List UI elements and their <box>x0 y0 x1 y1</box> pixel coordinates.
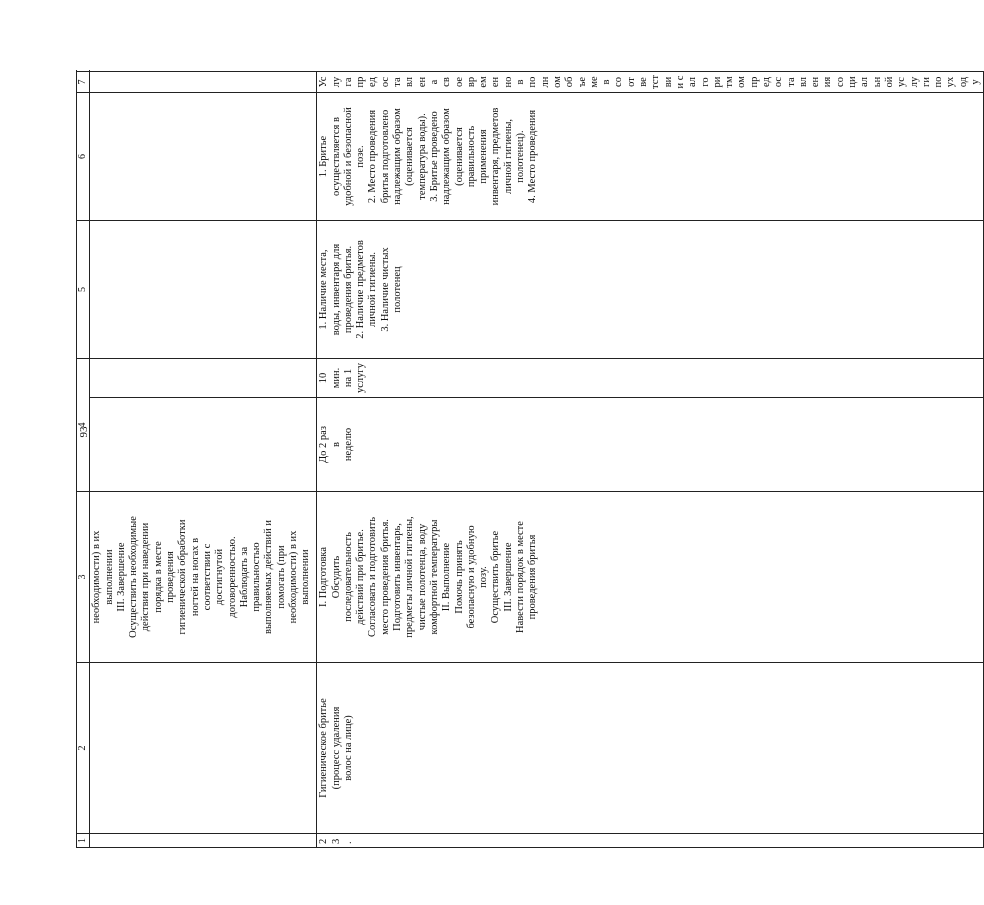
table-row-continued <box>90 72 317 848</box>
procedure-line: чистые полотенца, воду <box>416 523 428 631</box>
duration-line: услугу <box>355 363 367 393</box>
quality-line: осуществляется в <box>330 117 342 196</box>
continued-procedure-line: действия при наведении <box>140 522 152 632</box>
continued-procedure-line: помогать (при <box>275 545 287 609</box>
continued-procedure-text <box>91 495 312 659</box>
service-name-line: Гигиеническое бритье <box>318 698 330 798</box>
continued-duration-cell <box>90 359 317 398</box>
service-name-cell <box>317 663 984 834</box>
continued-procedure-line: ногтей на ногах в <box>189 537 201 617</box>
continued-procedure-line: проведения <box>165 551 177 603</box>
header-cell-1: 1 <box>77 834 90 848</box>
continued-service-cell <box>90 663 317 834</box>
duration-line: на 1 <box>342 368 354 388</box>
header-cell-7: 7 <box>77 72 90 93</box>
result-line: предоставлена <box>355 76 440 88</box>
quality-line: инвентаря, предметов <box>490 107 502 206</box>
continued-procedure-line: необходимости) в их <box>91 530 103 624</box>
procedure-line: безопасную и удобную <box>465 525 477 629</box>
continued-procedure-line: достигнутой <box>214 548 226 606</box>
duration-line: 10 мин. <box>318 367 342 389</box>
service-name-text <box>318 666 355 830</box>
procedure-line: предметы личной гигиены, <box>404 516 416 638</box>
frequency-text <box>318 401 355 488</box>
quality-line: бритья подготовлено <box>379 109 391 204</box>
service-name-line: (процесс удаления <box>330 706 342 790</box>
continued-procedure-line: Осуществить необходимые <box>128 516 140 638</box>
duration-text <box>318 362 367 394</box>
continued-result-cell <box>90 72 317 93</box>
conditions-line: воды, инвентаря для <box>330 243 342 336</box>
quality-cell <box>317 93 984 221</box>
result-cell <box>317 72 984 93</box>
procedure-line: Подготовить инвентарь, <box>392 523 404 631</box>
procedure-cell <box>317 492 984 663</box>
continued-procedure-line: порядка в месте <box>152 541 164 613</box>
service-name-line: волос на лице) <box>342 715 354 781</box>
procedure-line: Помочь принять <box>453 540 465 614</box>
quality-line: правильность <box>465 125 477 188</box>
procedure-line: действий при бритье. <box>355 529 367 625</box>
quality-line: личной гигиены, <box>502 118 514 195</box>
conditions-line: 2. Наличие предметов <box>355 240 367 339</box>
continued-number-cell <box>90 834 317 848</box>
continued-procedure-line: соответствии с <box>201 543 213 611</box>
services-table <box>76 71 984 848</box>
quality-line: применения <box>478 129 490 184</box>
conditions-text <box>318 224 404 355</box>
table-header-row <box>77 72 90 848</box>
frequency-line: неделю <box>342 427 354 462</box>
continued-procedure-line: выполняемых действий и <box>263 520 275 634</box>
conditions-line: 3. Наличие чистых <box>379 247 391 332</box>
continued-procedure-line: выполнении <box>103 549 115 605</box>
frequency-line: в <box>330 442 342 447</box>
result-line: Услуга <box>318 76 354 88</box>
procedure-line: последовательность <box>342 532 354 622</box>
table-row-23 <box>317 72 984 848</box>
procedure-line: Навести порядок в месте <box>515 521 527 633</box>
procedure-line: позу. <box>478 566 490 588</box>
continued-procedure-line: гигиенической обработки <box>177 519 189 635</box>
procedure-line: комфортной температуры <box>428 519 440 635</box>
frequency-cell <box>317 398 984 492</box>
header-cell-3: 3 <box>77 492 90 663</box>
quality-line: (оценивается <box>453 127 465 186</box>
continued-procedure-line: необходимости) в их <box>288 530 300 624</box>
quality-line: позе. <box>355 145 367 168</box>
continued-procedure-cell <box>90 492 317 663</box>
conditions-line: полотенец <box>392 266 404 313</box>
quality-text <box>318 96 539 217</box>
continued-frequency-cell <box>90 398 317 492</box>
result-line: соответствии с <box>613 75 686 89</box>
procedure-line: III. Завершение <box>502 542 514 612</box>
quality-line: 1. Бритье <box>318 135 330 178</box>
result-line: социальной <box>834 76 895 88</box>
quality-line: температура воды). <box>416 113 428 200</box>
continued-quality-cell <box>90 93 317 221</box>
result-line: своевременно в <box>441 76 527 88</box>
result-line: полном объеме в <box>527 76 613 88</box>
procedure-line: место проведения бритья. <box>379 519 391 635</box>
conditions-line: проведения бритья. <box>342 245 354 334</box>
continued-procedure-line: правильностью <box>251 542 263 612</box>
conditions-line: 1. Наличие места, <box>318 249 330 330</box>
quality-line: удобной и безопасной <box>342 107 354 206</box>
procedure-text <box>318 495 539 659</box>
rotated-table-wrapper <box>76 72 984 848</box>
header-cell-5: 5 <box>77 221 90 359</box>
result-line: предоставления <box>748 76 834 88</box>
header-cell-6: 6 <box>77 93 90 221</box>
conditions-cell <box>317 221 984 359</box>
page-number: 93 <box>78 426 90 438</box>
continued-procedure-line: III. Завершение <box>115 542 127 612</box>
procedure-line: II. Выполнение <box>441 542 453 612</box>
header-cell-2: 2 <box>77 663 90 834</box>
quality-line: надлежащим образом <box>392 108 404 205</box>
conditions-line: личной гигиены. <box>367 251 379 328</box>
result-line: услуги по уходу <box>896 76 982 88</box>
continued-procedure-line: договоренностью. <box>226 536 238 618</box>
quality-line: надлежащим образом <box>441 108 453 205</box>
continued-procedure-line: выполнении <box>300 549 312 605</box>
quality-line: 2. Место проведения <box>367 109 379 204</box>
row-number-cell: 23. <box>317 834 984 848</box>
quality-line: 3. Бритье проведено <box>428 111 440 202</box>
result-line: алгоритмом <box>687 76 748 88</box>
continued-conditions-cell <box>90 221 317 359</box>
continued-procedure-line: Наблюдать за <box>238 546 250 608</box>
quality-line: 4. Место проведения <box>527 109 539 204</box>
quality-line: полотенец). <box>515 130 527 183</box>
procedure-line: Обсудить <box>330 555 342 599</box>
procedure-line: проведения бритья <box>527 534 539 620</box>
procedure-line: Осуществить бритье <box>490 530 502 624</box>
duration-cell <box>317 359 984 398</box>
procedure-line: I. Подготовка <box>318 546 330 608</box>
frequency-line: До 2 раз <box>318 426 330 463</box>
quality-line: (оценивается <box>404 127 416 186</box>
header-cell-4: 4 <box>77 359 90 492</box>
result-text <box>318 75 982 89</box>
procedure-line: Согласовать и подготовить <box>367 517 379 638</box>
